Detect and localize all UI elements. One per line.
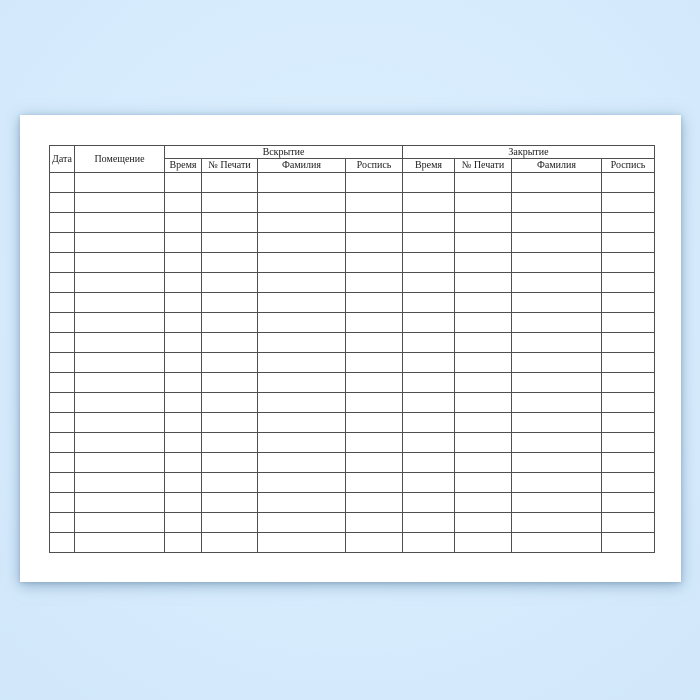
empty-cell <box>455 453 512 473</box>
empty-cell <box>512 253 602 273</box>
table-row <box>50 493 655 513</box>
empty-cell <box>602 313 655 333</box>
empty-cell <box>455 333 512 353</box>
empty-cell <box>403 173 455 193</box>
empty-cell <box>512 293 602 313</box>
table-row <box>50 253 655 273</box>
empty-cell <box>455 433 512 453</box>
empty-cell <box>512 473 602 493</box>
empty-cell <box>512 493 602 513</box>
empty-cell <box>258 533 346 553</box>
empty-cell <box>50 373 75 393</box>
table-row <box>50 513 655 533</box>
empty-cell <box>403 213 455 233</box>
empty-cell <box>165 213 202 233</box>
empty-cell <box>165 393 202 413</box>
header-row-groups <box>50 146 655 159</box>
empty-cell <box>403 313 455 333</box>
empty-cell <box>258 513 346 533</box>
empty-cell <box>455 313 512 333</box>
empty-cell <box>202 273 258 293</box>
empty-cell <box>258 233 346 253</box>
col-header-opening-seal-number: № Печати <box>202 159 258 173</box>
empty-cell <box>75 333 165 353</box>
empty-cell <box>258 393 346 413</box>
empty-cell <box>512 353 602 373</box>
table-row <box>50 173 655 193</box>
empty-cell <box>202 193 258 213</box>
empty-cell <box>346 313 403 333</box>
empty-cell <box>75 293 165 313</box>
empty-cell <box>602 333 655 353</box>
empty-cell <box>346 333 403 353</box>
empty-cell <box>258 373 346 393</box>
empty-cell <box>50 313 75 333</box>
empty-cell <box>258 253 346 273</box>
empty-cell <box>202 533 258 553</box>
empty-cell <box>346 393 403 413</box>
table-row <box>50 433 655 453</box>
empty-cell <box>403 413 455 433</box>
empty-cell <box>403 393 455 413</box>
empty-cell <box>50 333 75 353</box>
empty-cell <box>75 193 165 213</box>
empty-cell <box>75 373 165 393</box>
empty-cell <box>403 193 455 213</box>
empty-cell <box>455 393 512 413</box>
col-header-opening-time: Время <box>165 159 202 173</box>
empty-cell <box>202 353 258 373</box>
table-row <box>50 413 655 433</box>
empty-cell <box>512 513 602 533</box>
table-row <box>50 293 655 313</box>
empty-cell <box>403 473 455 493</box>
col-header-closing-signature: Роспись <box>602 159 655 173</box>
empty-cell <box>602 513 655 533</box>
empty-cell <box>50 193 75 213</box>
empty-cell <box>258 193 346 213</box>
empty-cell <box>202 493 258 513</box>
empty-cell <box>512 313 602 333</box>
empty-cell <box>455 513 512 533</box>
table-row <box>50 453 655 473</box>
empty-cell <box>165 253 202 273</box>
empty-cell <box>50 353 75 373</box>
empty-cell <box>346 453 403 473</box>
empty-cell <box>165 353 202 373</box>
empty-cell <box>512 393 602 413</box>
empty-cell <box>602 273 655 293</box>
empty-cell <box>165 373 202 393</box>
col-header-room: Помещение <box>75 146 165 173</box>
empty-cell <box>346 253 403 273</box>
empty-cell <box>455 373 512 393</box>
empty-cell <box>455 233 512 253</box>
empty-cell <box>403 533 455 553</box>
empty-cell <box>165 173 202 193</box>
empty-cell <box>602 413 655 433</box>
empty-cell <box>50 513 75 533</box>
empty-cell <box>258 413 346 433</box>
table-row <box>50 533 655 553</box>
empty-cell <box>258 273 346 293</box>
table-row <box>50 393 655 413</box>
empty-cell <box>512 193 602 213</box>
empty-cell <box>403 373 455 393</box>
empty-cell <box>512 213 602 233</box>
group-header-opening: Вскрытие <box>165 146 403 159</box>
empty-cell <box>455 493 512 513</box>
empty-cell <box>512 233 602 253</box>
col-header-opening-surname: Фамилия <box>258 159 346 173</box>
empty-cell <box>50 453 75 473</box>
empty-cell <box>455 273 512 293</box>
empty-cell <box>346 233 403 253</box>
empty-cell <box>258 313 346 333</box>
empty-cell <box>455 473 512 493</box>
empty-cell <box>165 193 202 213</box>
col-header-closing-surname: Фамилия <box>512 159 602 173</box>
table-row <box>50 233 655 253</box>
empty-cell <box>75 233 165 253</box>
empty-cell <box>346 493 403 513</box>
empty-cell <box>75 493 165 513</box>
table-row <box>50 353 655 373</box>
table-row <box>50 213 655 233</box>
empty-cell <box>202 213 258 233</box>
empty-cell <box>202 293 258 313</box>
open-close-log-table <box>49 145 655 553</box>
table-body <box>50 173 655 553</box>
empty-cell <box>258 213 346 233</box>
table-row <box>50 473 655 493</box>
empty-cell <box>512 413 602 433</box>
group-header-closing: Закрытие <box>403 146 655 159</box>
table-row <box>50 313 655 333</box>
empty-cell <box>258 173 346 193</box>
empty-cell <box>346 173 403 193</box>
empty-cell <box>512 373 602 393</box>
empty-cell <box>512 173 602 193</box>
empty-cell <box>202 253 258 273</box>
empty-cell <box>455 293 512 313</box>
col-header-closing-seal-number: № Печати <box>455 159 512 173</box>
empty-cell <box>50 493 75 513</box>
empty-cell <box>75 273 165 293</box>
empty-cell <box>75 393 165 413</box>
empty-cell <box>202 513 258 533</box>
empty-cell <box>202 373 258 393</box>
empty-cell <box>165 233 202 253</box>
empty-cell <box>403 333 455 353</box>
empty-cell <box>50 413 75 433</box>
empty-cell <box>75 413 165 433</box>
empty-cell <box>202 173 258 193</box>
empty-cell <box>165 313 202 333</box>
empty-cell <box>403 453 455 473</box>
empty-cell <box>602 433 655 453</box>
empty-cell <box>346 413 403 433</box>
empty-cell <box>455 193 512 213</box>
col-header-closing-time: Время <box>403 159 455 173</box>
empty-cell <box>165 473 202 493</box>
empty-cell <box>602 253 655 273</box>
empty-cell <box>258 453 346 473</box>
table-row <box>50 333 655 353</box>
empty-cell <box>602 193 655 213</box>
empty-cell <box>403 353 455 373</box>
empty-cell <box>75 453 165 473</box>
empty-cell <box>75 533 165 553</box>
empty-cell <box>202 453 258 473</box>
empty-cell <box>75 433 165 453</box>
empty-cell <box>602 493 655 513</box>
empty-cell <box>75 213 165 233</box>
empty-cell <box>602 293 655 313</box>
empty-cell <box>165 513 202 533</box>
empty-cell <box>403 493 455 513</box>
empty-cell <box>75 313 165 333</box>
empty-cell <box>346 293 403 313</box>
empty-cell <box>346 433 403 453</box>
empty-cell <box>602 393 655 413</box>
empty-cell <box>455 413 512 433</box>
empty-cell <box>50 233 75 253</box>
empty-cell <box>202 233 258 253</box>
empty-cell <box>258 433 346 453</box>
empty-cell <box>455 353 512 373</box>
empty-cell <box>602 373 655 393</box>
empty-cell <box>602 173 655 193</box>
col-header-date: Дата <box>50 146 75 173</box>
empty-cell <box>50 473 75 493</box>
empty-cell <box>602 533 655 553</box>
empty-cell <box>75 173 165 193</box>
empty-cell <box>165 453 202 473</box>
empty-cell <box>50 213 75 233</box>
empty-cell <box>258 493 346 513</box>
empty-cell <box>258 333 346 353</box>
empty-cell <box>202 393 258 413</box>
empty-cell <box>346 513 403 533</box>
empty-cell <box>50 433 75 453</box>
empty-cell <box>512 333 602 353</box>
empty-cell <box>403 513 455 533</box>
empty-cell <box>403 253 455 273</box>
empty-cell <box>258 353 346 373</box>
empty-cell <box>258 473 346 493</box>
empty-cell <box>75 513 165 533</box>
empty-cell <box>512 453 602 473</box>
empty-cell <box>202 313 258 333</box>
empty-cell <box>455 213 512 233</box>
empty-cell <box>455 173 512 193</box>
empty-cell <box>202 333 258 353</box>
empty-cell <box>165 533 202 553</box>
empty-cell <box>403 293 455 313</box>
empty-cell <box>165 433 202 453</box>
empty-cell <box>165 293 202 313</box>
empty-cell <box>50 393 75 413</box>
empty-cell <box>165 493 202 513</box>
empty-cell <box>50 253 75 273</box>
empty-cell <box>512 273 602 293</box>
empty-cell <box>602 353 655 373</box>
empty-cell <box>455 533 512 553</box>
table-row <box>50 273 655 293</box>
empty-cell <box>50 533 75 553</box>
empty-cell <box>403 433 455 453</box>
empty-cell <box>165 413 202 433</box>
empty-cell <box>512 533 602 553</box>
empty-cell <box>602 213 655 233</box>
empty-cell <box>50 273 75 293</box>
empty-cell <box>403 273 455 293</box>
empty-cell <box>346 213 403 233</box>
empty-cell <box>75 253 165 273</box>
table-row <box>50 193 655 213</box>
document-page <box>20 115 681 582</box>
empty-cell <box>258 293 346 313</box>
empty-cell <box>512 433 602 453</box>
empty-cell <box>602 233 655 253</box>
empty-cell <box>346 353 403 373</box>
empty-cell <box>403 233 455 253</box>
empty-cell <box>202 433 258 453</box>
empty-cell <box>602 453 655 473</box>
empty-cell <box>75 473 165 493</box>
empty-cell <box>50 293 75 313</box>
empty-cell <box>346 473 403 493</box>
col-header-opening-signature: Роспись <box>346 159 403 173</box>
empty-cell <box>202 413 258 433</box>
empty-cell <box>346 373 403 393</box>
empty-cell <box>346 533 403 553</box>
empty-cell <box>50 173 75 193</box>
table-header <box>50 146 655 173</box>
empty-cell <box>202 473 258 493</box>
table-row <box>50 373 655 393</box>
empty-cell <box>165 273 202 293</box>
empty-cell <box>602 473 655 493</box>
empty-cell <box>165 333 202 353</box>
empty-cell <box>75 353 165 373</box>
empty-cell <box>346 273 403 293</box>
empty-cell <box>346 193 403 213</box>
empty-cell <box>455 253 512 273</box>
